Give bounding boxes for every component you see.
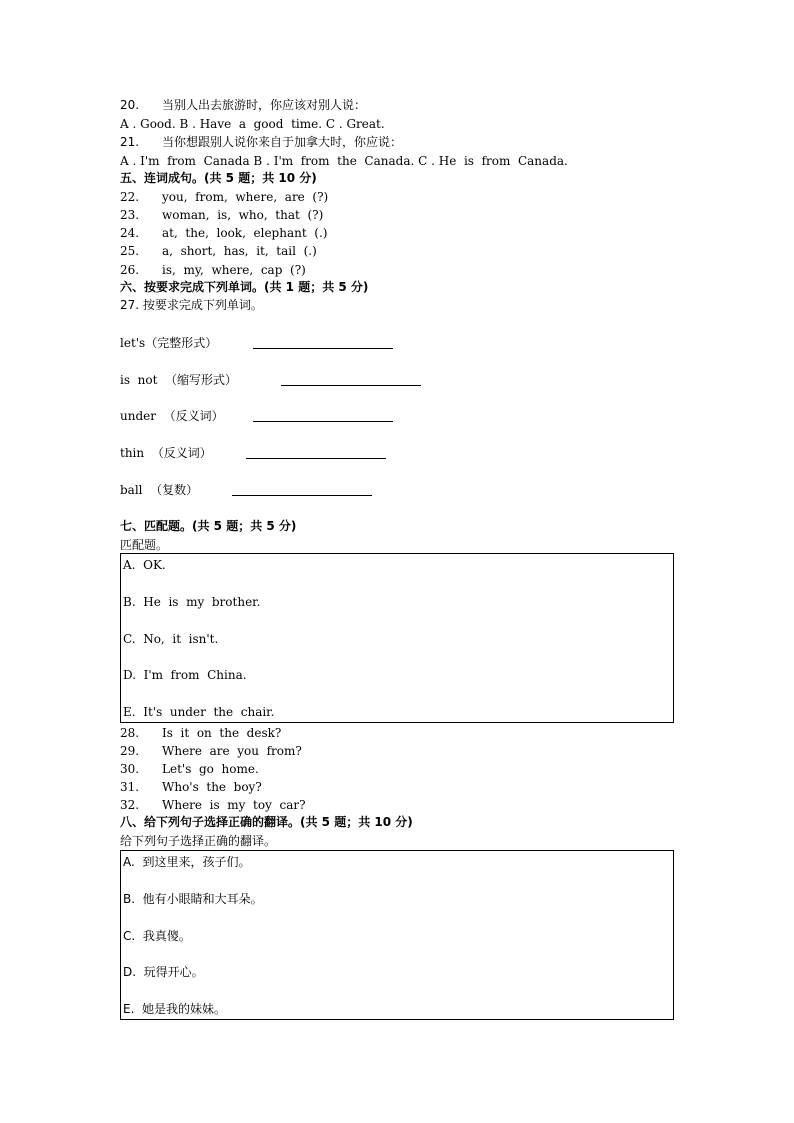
question-text: Who's the boy? xyxy=(162,780,262,794)
question-20-options: A . Good. B . Have a good time. C . Great. xyxy=(120,117,385,131)
answer-blank[interactable] xyxy=(253,348,393,349)
question-text: is, my, where, cap (?) xyxy=(162,263,306,277)
question-number: 26. xyxy=(120,263,140,277)
question-text: 当你想跟别人说你来自于加拿大时，你应说： xyxy=(162,135,403,149)
question-text: Is it on the desk? xyxy=(162,726,282,740)
question-number: 31. xyxy=(120,780,140,794)
question-28 xyxy=(120,726,281,740)
question-text: Where are you from? xyxy=(162,744,302,758)
question-text: a, short, has, it, tail (.) xyxy=(162,244,317,258)
question-21 xyxy=(120,135,402,149)
fill-label: thin （反义词） xyxy=(120,446,212,460)
option-b: B. He is my brother. xyxy=(123,595,261,609)
question-number: 32. xyxy=(120,798,140,812)
question-number: 20. xyxy=(120,98,140,112)
question-text: at, the, look, elephant (.) xyxy=(162,226,328,240)
section-5-title: 五、连词成句。(共 5 题；共 10 分) xyxy=(120,171,317,185)
section-8-title: 八、给下列句子选择正确的翻译。(共 5 题；共 10 分) xyxy=(120,815,413,829)
fill-label: is not （缩写形式） xyxy=(120,373,238,387)
fill-row-ball xyxy=(120,483,198,497)
question-number: 29. xyxy=(120,744,140,758)
matching-options-box xyxy=(120,553,674,723)
question-30 xyxy=(120,762,259,776)
question-number: 24. xyxy=(120,226,140,240)
question-29 xyxy=(120,744,302,758)
question-22 xyxy=(120,190,328,204)
question-text: woman, is, who, that (?) xyxy=(162,208,324,222)
option-c: C. No, it isn't. xyxy=(123,632,219,646)
question-text: you, from, where, are (?) xyxy=(162,190,329,204)
question-number: 28. xyxy=(120,726,140,740)
question-number: 21. xyxy=(120,135,140,149)
question-text: Let's go home. xyxy=(162,762,259,776)
option-c: C. 我真傻。 xyxy=(123,929,191,943)
question-21-options: A . I'm from Canada B . I'm from the Canada. C . He is from Canada. xyxy=(120,154,568,168)
question-24 xyxy=(120,226,327,240)
question-23 xyxy=(120,208,323,222)
fill-label: ball （复数） xyxy=(120,483,199,497)
section-7-prompt: 匹配题。 xyxy=(120,538,169,552)
option-d: D. 玩得开心。 xyxy=(123,965,204,979)
fill-row-thin xyxy=(120,446,212,460)
question-31 xyxy=(120,780,262,794)
option-b: B. 他有小眼睛和大耳朵。 xyxy=(123,892,263,906)
option-e: E. It's under the chair. xyxy=(123,705,275,719)
question-text: 当别人出去旅游时，你应该对别人说： xyxy=(162,98,367,112)
section-6-title: 六、按要求完成下列单词。(共 1 题；共 5 分) xyxy=(120,280,369,294)
section-7-title: 七、匹配题。(共 5 题；共 5 分) xyxy=(120,519,297,533)
question-20 xyxy=(120,98,366,112)
answer-blank[interactable] xyxy=(281,385,421,386)
answer-blank[interactable] xyxy=(253,421,393,422)
question-32 xyxy=(120,798,306,812)
fill-label: under （反义词） xyxy=(120,409,224,423)
fill-row-under xyxy=(120,409,224,423)
translation-options-box xyxy=(120,850,674,1020)
section-6-prompt: 27. 按要求完成下列单词。 xyxy=(120,298,263,312)
question-number: 22. xyxy=(120,190,140,204)
question-text: Where is my toy car? xyxy=(162,798,306,812)
option-d: D. I'm from China. xyxy=(123,668,247,682)
fill-row-is-not xyxy=(120,373,237,387)
answer-blank[interactable] xyxy=(232,495,372,496)
option-a: A. OK. xyxy=(123,558,166,572)
fill-label: let's（完整形式） xyxy=(120,336,218,350)
question-number: 30. xyxy=(120,762,140,776)
question-number: 23. xyxy=(120,208,140,222)
section-8-prompt: 给下列句子选择正确的翻译。 xyxy=(120,834,277,848)
option-a: A. 到这里来，孩子们。 xyxy=(123,855,251,869)
option-e: E. 她是我的妹妹。 xyxy=(123,1002,227,1016)
fill-row-lets xyxy=(120,336,217,350)
answer-blank[interactable] xyxy=(246,458,386,459)
question-26 xyxy=(120,263,306,277)
question-number: 25. xyxy=(120,244,140,258)
question-25 xyxy=(120,244,317,258)
